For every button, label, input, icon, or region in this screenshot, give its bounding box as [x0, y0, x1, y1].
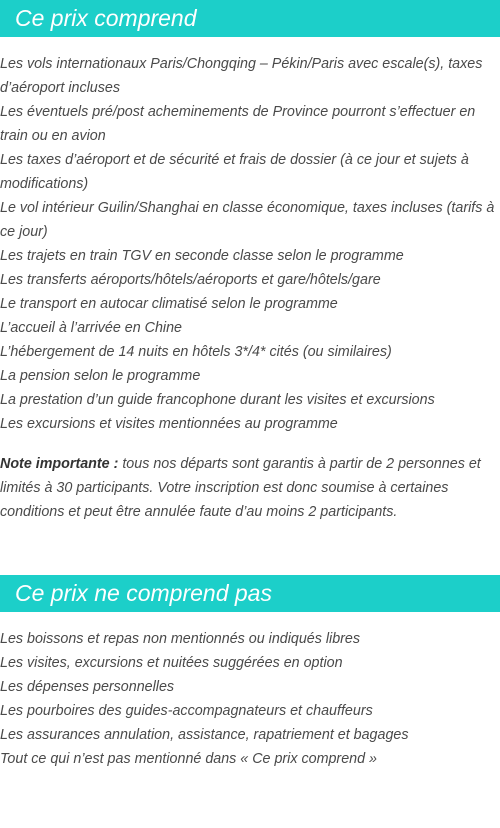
not-included-list: [0, 627, 497, 771]
not-included-section-header: [0, 575, 500, 612]
important-note-label: Note importante :: [0, 456, 119, 472]
important-note: [0, 452, 490, 524]
not-included-section-title: Ce prix ne comprend pas: [15, 580, 272, 606]
included-item: L’accueil à l’arrivée en Chine: [0, 320, 182, 336]
not-included-item: Les pourboires des guides-accompagnateurs et chauffeurs: [0, 703, 373, 719]
not-included-item: Les assurances annulation, assistance, rapatriement et bagages: [0, 727, 409, 743]
included-item: Le vol intérieur Guilin/Shanghai en classe économique, taxes incluses (tarifs à ce jour): [0, 200, 495, 240]
included-item: Les transferts aéroports/hôtels/aéroports et gare/hôtels/gare: [0, 272, 381, 288]
not-included-item: Les visites, excursions et nuitées suggérées en option: [0, 655, 343, 671]
included-item: Les trajets en train TGV en seconde classe selon le programme: [0, 248, 404, 264]
included-item: Les éventuels pré/post acheminements de Province pourront s’effectuer en train ou en avion: [0, 104, 476, 144]
included-item: La prestation d’un guide francophone durant les visites et excursions: [0, 392, 435, 408]
included-item: Les taxes d’aéroport et de sécurité et frais de dossier (à ce jour et sujets à modifications): [0, 152, 469, 192]
included-item: Les excursions et visites mentionnées au programme: [0, 416, 338, 432]
included-list: [0, 52, 497, 436]
included-item: Les vols internationaux Paris/Chongqing – Pékin/Paris avec escale(s), taxes d’aéroport incluses: [0, 56, 483, 96]
not-included-item: Les dépenses personnelles: [0, 679, 175, 695]
included-item: Le transport en autocar climatisé selon le programme: [0, 296, 338, 312]
included-section-header: [0, 0, 500, 37]
not-included-item: Tout ce qui n’est pas mentionné dans « Ce prix comprend »: [0, 751, 377, 767]
included-item: L’hébergement de 14 nuits en hôtels 3*/4* cités (ou similaires): [0, 344, 392, 360]
included-section-title: Ce prix comprend: [15, 5, 197, 31]
important-note-text: tous nos départs sont garantis à partir de 2 personnes et limités à 30 participants. Votre inscription est donc soumise à certaines conditions et peut être annulée faute d’au moins 2 participants.: [0, 456, 481, 520]
included-item: La pension selon le programme: [0, 368, 201, 384]
not-included-item: Les boissons et repas non mentionnés ou indiqués libres: [0, 631, 361, 647]
